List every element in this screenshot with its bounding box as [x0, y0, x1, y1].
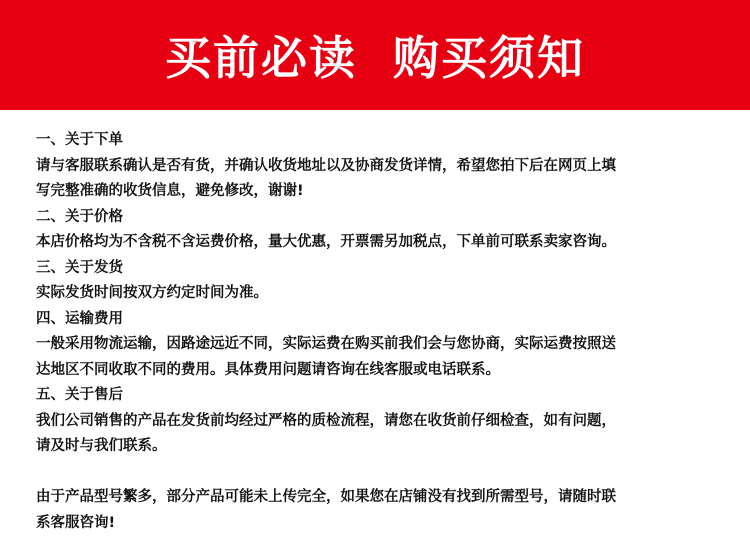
section-body-line: 达地区不同收取不同的费用。具体费用问题请咨询在线客服或电话联系。: [36, 361, 500, 378]
section-freight: [36, 307, 726, 384]
section-heading: 三、关于发货: [36, 259, 123, 276]
footer-note-line: 系客服咨询!: [36, 514, 116, 531]
section-heading: 四、运输费用: [36, 310, 123, 327]
section-body-line: 实际发货时间按双方约定时间为准。: [36, 285, 268, 301]
section-body-line: 本店价格均为不含税不含运费价格，量大优惠，开票需另加税点，下单前可联系卖家咨询。: [36, 234, 616, 250]
header-banner: [0, 0, 750, 110]
section-body-line: 我们公司销售的产品在发货前均经过严格的质检流程，请您在收货前仔细检查，如有问题，: [36, 412, 616, 429]
section-ordering: [36, 128, 726, 205]
section-shipping: [36, 256, 726, 307]
notice-content: [36, 128, 726, 536]
banner-title: 买前必读 购买须知: [164, 31, 586, 85]
footer-note: [36, 485, 726, 536]
section-heading: 二、关于价格: [36, 208, 123, 225]
section-body-line: 请及时与我们联系。: [36, 438, 167, 454]
section-price: [36, 205, 726, 256]
section-heading: 一、关于下单: [36, 132, 123, 148]
section-after-sales: [36, 383, 726, 460]
section-body-line: 请与客服联系确认是否有货，并确认收货地址以及协商发货详情，希望您拍下后在网页上填: [36, 157, 616, 174]
section-body-line: 写完整准确的收货信息，避免修改，谢谢!: [36, 183, 304, 199]
section-heading: 五、关于售后: [36, 387, 123, 403]
section-body-line: 一般采用物流运输，因路途远近不同，实际运费在购买前我们会与您协商，实际运费按照送: [36, 336, 616, 352]
spacer: [36, 460, 726, 486]
footer-note-line: 由于产品型号繁多，部分产品可能未上传完全，如果您在店铺没有找到所需型号，请随时联: [36, 489, 616, 505]
